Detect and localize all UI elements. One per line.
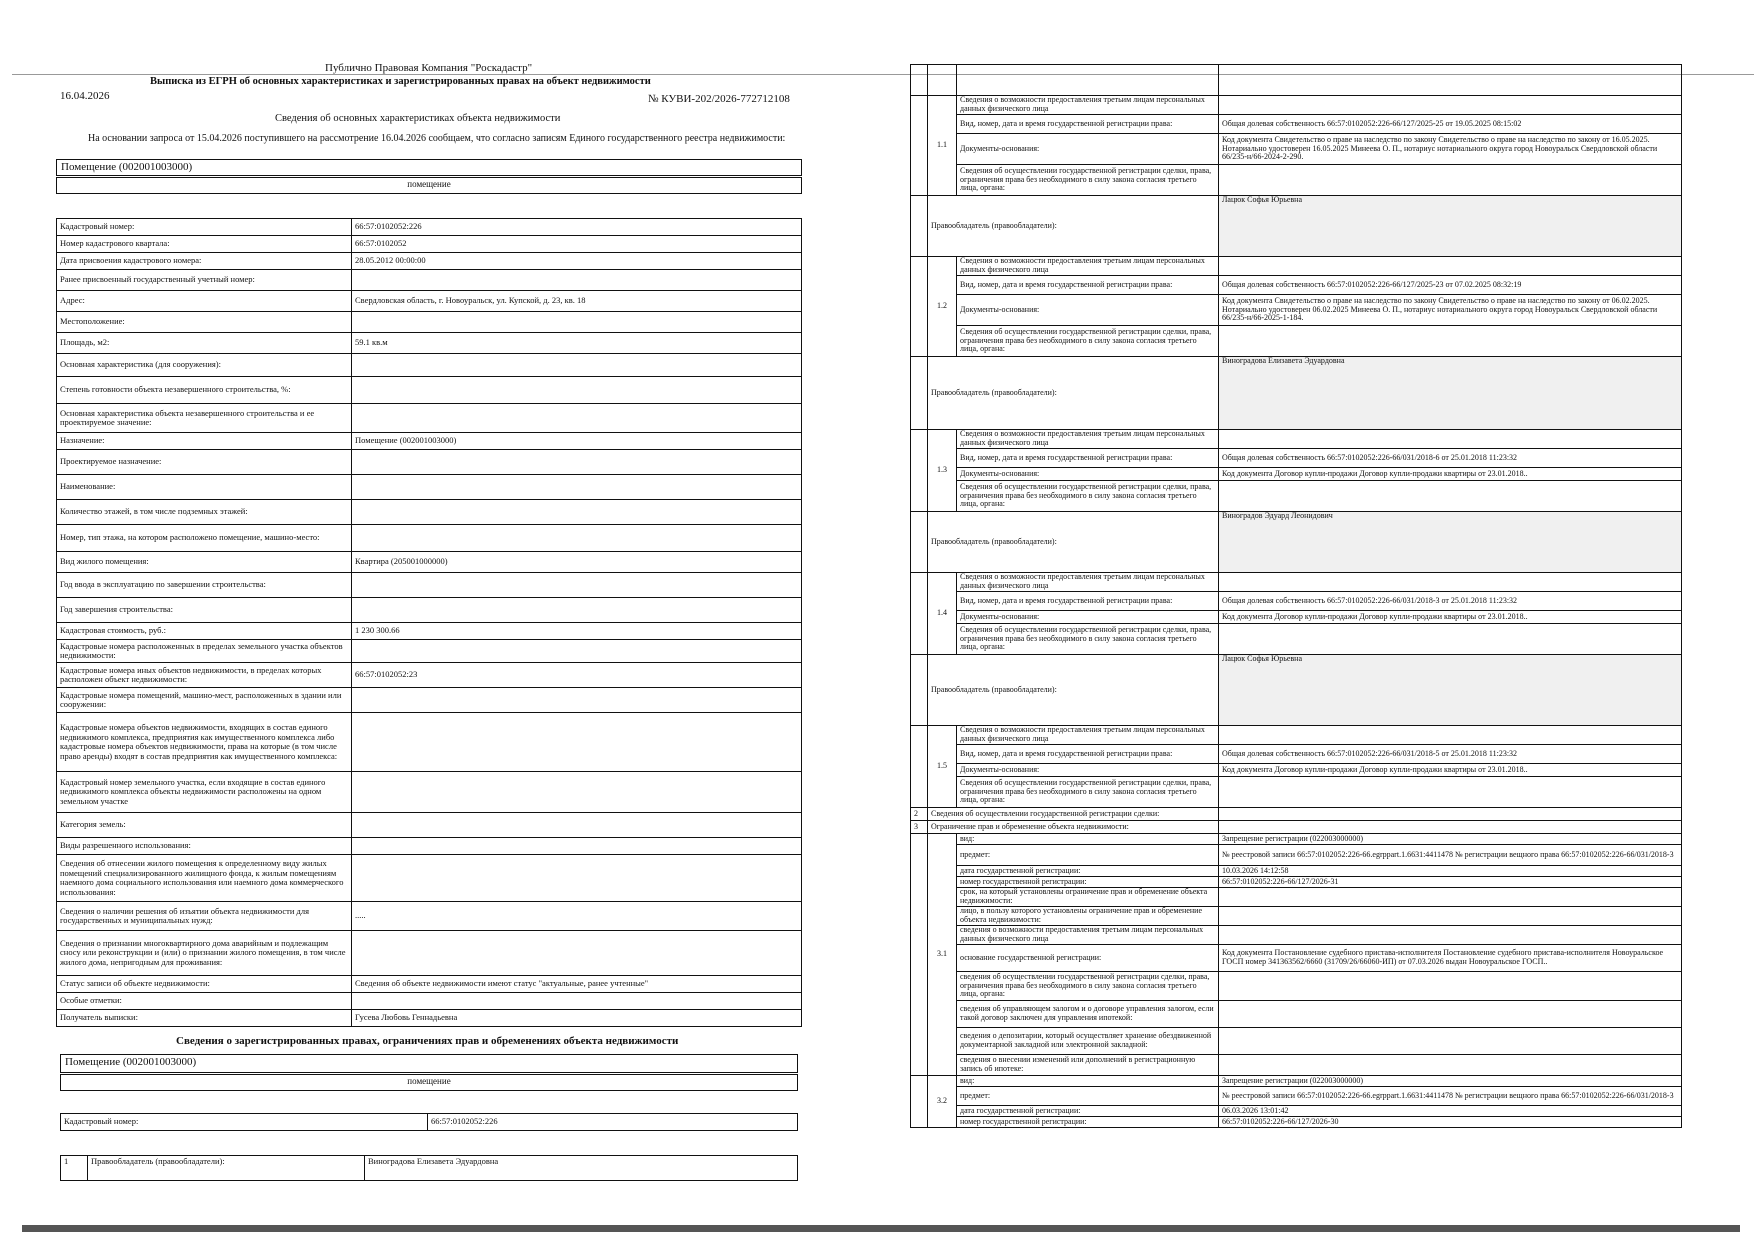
rights-row [911,1001,1682,1028]
char-value [352,772,802,813]
char-value: ..... [352,902,802,931]
block-num: 1.2 [928,257,957,357]
char-value [352,354,802,377]
rights-row [911,65,1682,96]
char-row [57,433,802,450]
owner-value: Виноградова Елизавета Эдуардовна [1219,357,1682,430]
char-value: Сведения об объекте недвижимости имеют статус "актуальные, ранее учтенные" [352,976,802,993]
char-row [57,312,802,333]
rights-row [911,115,1682,134]
enc-num: 3.2 [928,1076,957,1128]
enc-value: Запрещение регистрации (022003000000) [1219,1076,1682,1087]
doc-number: № КУВИ-202/2026-772712108 [648,93,790,105]
enc-label: сведения об управляющем залогом и о договоре управления залогом, если такой договор заключен для управления ипотекой: [957,1001,1219,1028]
enc-label: основание государственной регистрации: [957,945,1219,972]
rights-row [911,821,1682,834]
enc-label: сведения о возможности предоставления третьим лицам персональных данных физического лица [957,926,1219,945]
spacer-value [1219,65,1682,96]
char-label: Сведения об отнесении жилого помещения к определенному виду жилых помещений специализированного жилищного фонда, к жилым помещениям наемного дома социального использования или наемного дома коммерческого использования: [57,855,352,902]
enc-value [1219,972,1682,1001]
deal-label: Сведения об осуществлении государственной регистрации сделки, права, ограничения права без необходимого в силу закона согласия третьего лица, органа: [957,777,1219,808]
rights-row [911,866,1682,877]
char-label: Адрес: [57,291,352,312]
rights-row [911,1028,1682,1055]
rights-cad-table [60,1113,798,1131]
char-value [352,855,802,902]
rights-row [911,1117,1682,1128]
rights-row [911,1055,1682,1076]
deal-label: Сведения об осуществлении государственной регистрации сделки, права, ограничения права без необходимого в силу закона согласия третьего лица, органа: [957,624,1219,655]
owner-value: Виноградова Елизавета Эдуардовна [365,1156,798,1181]
rights-row [911,926,1682,945]
rights-row [911,808,1682,821]
docs-label: Документы-основания: [957,611,1219,624]
section-title: Сведения об основных характеристиках объекта недвижимости [275,113,561,124]
col-blank [911,196,928,257]
rights-row [911,945,1682,972]
char-value: 66:57:0102052 [352,236,802,253]
char-row [57,573,802,598]
char-value: Квартира (205001000000) [352,552,802,573]
rights-row [911,512,1682,573]
owner-num: 1 [61,1156,88,1181]
org-name: Публично Правовая Компания "Роскадастр" [325,62,533,74]
rights-cad-label: Кадастровый номер: [61,1114,428,1131]
char-label: Кадастровый номер земельного участка, если входящие в состав единого недвижимого комплекса объекты недвижимости расположены на одном земельном участке [57,772,352,813]
consent-value [1219,726,1682,745]
char-label: Номер, тип этажа, на котором расположено помещение, машино-место: [57,525,352,552]
owner-label: Правообладатель (правообладатели): [928,655,1219,726]
consent-label: Сведения о возможности предоставления третьим лицам персональных данных физического лица [957,430,1219,449]
char-value: Гусева Любовь Геннадьевна [352,1010,802,1027]
rights-row [911,134,1682,165]
char-value: Свердловская область, г. Новоуральск, ул. Купской, д. 23, кв. 18 [352,291,802,312]
consent-value [1219,257,1682,276]
deal-value [1219,165,1682,196]
char-label: Назначение: [57,433,352,450]
char-row [57,976,802,993]
char-label: Дата присвоения кадастрового номера: [57,253,352,270]
char-value: Помещение (002001003000) [352,433,802,450]
kind-label: Вид, номер, дата и время государственной регистрации права: [957,745,1219,764]
char-row [57,713,802,772]
docs-value: Код документа Договор купли-продажи Договор купли-продажи квартиры от 23.01.2018.. [1219,611,1682,624]
char-value: 28.05.2012 00:00:00 [352,253,802,270]
enc-label: вид: [957,1076,1219,1087]
enc-label: сведения об осуществлении государственной регистрации сделки, права, ограничения права без необходимого в силу закона согласия третьего лица, органа: [957,972,1219,1001]
deal-value [1219,777,1682,808]
char-label: Номер кадастрового квартала: [57,236,352,253]
rights-row [911,468,1682,481]
block-num: 1.5 [928,726,957,808]
rights-row [911,449,1682,468]
rights-row [911,196,1682,257]
docs-value: Код документа Свидетельство о праве на наследство по закону Свидетельство о праве на наследство по закону от 06.02.2025. Нотариально удостоверен 06.02.2025 Минеева О. П., нотариус нотариального округа город Новоуральск Свердловской области 66/235-н/66-2025-1-184. [1219,295,1682,326]
rights-row [911,295,1682,326]
sec2-label: Сведения об осуществлении государственной регистрации сделки: [928,808,1219,821]
enc-label: сведения о внесении изменений или дополнений в регистрационную запись об ипотеке: [957,1055,1219,1076]
enc-num: 3.1 [928,834,957,1076]
sec3-label: Ограничение прав и обременение объекта недвижимости: [928,821,1219,834]
enc-label: дата государственной регистрации: [957,1106,1219,1117]
deal-label: Сведения об осуществлении государственной регистрации сделки, права, ограничения права без необходимого в силу закона согласия третьего лица, органа: [957,481,1219,512]
char-row [57,663,802,688]
char-value [352,598,802,623]
rights-row [911,611,1682,624]
sec3-value [1219,821,1682,834]
deal-label: Сведения об осуществлении государственной регистрации сделки, права, ограничения права без необходимого в силу закона согласия третьего лица, органа: [957,165,1219,196]
enc-label: срок, на который установлены ограничение прав и обременение объекта недвижимости: [957,888,1219,907]
owner-label: Правообладатель (правообладатели): [928,357,1219,430]
col-blank [911,96,928,196]
enc-value [1219,907,1682,926]
char-value [352,931,802,976]
col-blank [911,726,928,808]
char-value: 66:57:0102052:23 [352,663,802,688]
sec2-value [1219,808,1682,821]
char-label: Количество этажей, в том числе подземных этажей: [57,500,352,525]
char-row [57,253,802,270]
char-label: Основная характеристика объекта незавершенного строительства и ее проектируемое значение: [57,404,352,433]
rights-row [911,972,1682,1001]
block-num: 1.3 [928,430,957,512]
enc-value [1219,888,1682,907]
object-type: помещение [56,177,802,194]
char-row [57,598,802,623]
char-label: Проектируемое назначение: [57,450,352,475]
rights-cad-value: 66:57:0102052:226 [428,1114,798,1131]
kind-label: Вид, номер, дата и время государственной регистрации права: [957,449,1219,468]
deal-label: Сведения об осуществлении государственной регистрации сделки, права, ограничения права без необходимого в силу закона согласия третьего лица, органа: [957,326,1219,357]
object-name: Помещение (002001003000) [56,159,802,176]
rights-row [911,907,1682,926]
docs-value: Код документа Договор купли-продажи Договор купли-продажи квартиры от 23.01.2018.. [1219,468,1682,481]
consent-label: Сведения о возможности предоставления третьим лицам персональных данных физического лица [957,573,1219,592]
char-value [352,270,802,291]
char-value [352,640,802,663]
char-label: Степень готовности объекта незавершенного строительства, %: [57,377,352,404]
rights-row [911,877,1682,888]
char-row [57,475,802,500]
rights-row [911,655,1682,726]
spacer-label [957,65,1219,96]
kind-label: Вид, номер, дата и время государственной регистрации права: [957,592,1219,611]
char-row [57,552,802,573]
char-row [57,500,802,525]
char-row [57,525,802,552]
kind-value: Общая долевая собственность 66:57:0102052:226-66/031/2018-5 от 25.01.2018 11:23:32 [1219,745,1682,764]
enc-label: дата государственной регистрации: [957,866,1219,877]
docs-value: Код документа Договор купли-продажи Договор купли-продажи квартиры от 23.01.2018.. [1219,764,1682,777]
col-blank [911,512,928,573]
char-row [57,270,802,291]
char-value [352,993,802,1010]
enc-label: номер государственной регистрации: [957,1117,1219,1128]
owner-value: Виноградов Эдуард Леонидович [1219,512,1682,573]
char-row [57,236,802,253]
doc-date: 16.04.2026 [60,90,110,102]
rights-row [911,624,1682,655]
spacer-num2 [928,65,957,96]
char-label: Год ввода в эксплуатацию по завершении строительства: [57,573,352,598]
docs-label: Документы-основания: [957,295,1219,326]
rights-row [911,592,1682,611]
char-row [57,404,802,433]
char-row [57,450,802,475]
spacer-num [911,65,928,96]
consent-label: Сведения о возможности предоставления третьим лицам персональных данных физического лица [957,257,1219,276]
rights-row [911,276,1682,295]
consent-label: Сведения о возможности предоставления третьим лицам персональных данных физического лица [957,96,1219,115]
rights-row [911,888,1682,907]
kind-value: Общая долевая собственность 66:57:0102052:226-66/031/2018-3 от 25.01.2018 11:23:32 [1219,592,1682,611]
char-label: Основная характеристика (для сооружения): [57,354,352,377]
docs-value: Код документа Свидетельство о праве на наследство по закону Свидетельство о праве на наследство по закону от 16.05.2025. Нотариально удостоверен 16.05.2025 Минеева О. П., нотариус нотариального округа город Новоуральск Свердловской области 66/235-н/66-2024-2-290. [1219,134,1682,165]
char-value: 66:57:0102052:226 [352,219,802,236]
rights-row [911,1087,1682,1106]
rights-row [911,745,1682,764]
enc-label: предмет: [957,1087,1219,1106]
char-label: Категория земель: [57,813,352,838]
enc-value: № реестровой записи 66:57:0102052:226-66.egrppart.1.6631:4411478 № регистрации вещного права 66:57:0102052:226-66/031/2018-3 [1219,1087,1682,1106]
char-label: Наименование: [57,475,352,500]
char-row [57,640,802,663]
owner-value: Лацюк Софья Юрьевна [1219,655,1682,726]
char-label: Виды разрешенного использования: [57,838,352,855]
consent-value [1219,96,1682,115]
rights-object-type: помещение [60,1074,798,1091]
rights-row [911,165,1682,196]
col-blank [911,430,928,512]
intro-text: На основании запроса от 15.04.2026 поступившего на рассмотрение 16.04.2026 сообщаем, что согласно записям Единого государственного реестра недвижимости: [88,133,786,144]
char-row [57,354,802,377]
char-row [57,333,802,354]
char-label: Кадастровые номера помещений, машино-мест, расположенных в здании или сооружении: [57,688,352,713]
col-blank [911,655,928,726]
char-label: Сведения о наличии решения об изъятии объекта недвижимости для государственных и муниципальных нужд: [57,902,352,931]
char-row [57,813,802,838]
rights-row [911,357,1682,430]
char-label: Местоположение: [57,312,352,333]
docs-label: Документы-основания: [957,764,1219,777]
char-value [352,450,802,475]
enc-value: 10.03.2026 14:12:58 [1219,866,1682,877]
enc-label: сведения о депозитарии, который осуществляет хранение обездвиженной документарной закладной или электронной закладной: [957,1028,1219,1055]
rights-row [911,481,1682,512]
deal-value [1219,326,1682,357]
rights-row [911,573,1682,592]
block-num: 1.1 [928,96,957,196]
enc-value [1219,1055,1682,1076]
rights-row [911,834,1682,845]
owner-label: Правообладатель (правообладатели): [88,1156,365,1181]
doc-title: Выписка из ЕГРН об основных характеристиках и зарегистрированных правах на объект недвижимости [150,76,651,87]
rights-row [911,726,1682,745]
char-label: Сведения о признании многоквартирного дома аварийным и подлежащим сносу или реконструкции и (или) о признании жилого помещения, в том числе жилого дома, непригодным для проживания: [57,931,352,976]
enc-value [1219,1028,1682,1055]
kind-value: Общая долевая собственность 66:57:0102052:226-66/031/2018-6 от 25.01.2018 11:23:32 [1219,449,1682,468]
char-label: Кадастровая стоимость, руб.: [57,623,352,640]
enc-value [1219,1001,1682,1028]
char-label: Статус записи об объекте недвижимости: [57,976,352,993]
rights-row [911,845,1682,866]
char-row [57,377,802,404]
char-value: 1 230 300.66 [352,623,802,640]
char-row [57,993,802,1010]
enc-value: 66:57:0102052:226-66/127/2026-30 [1219,1117,1682,1128]
rights-title: Сведения о зарегистрированных правах, ограничениях прав и обременениях объекта недвижимости [176,1035,679,1047]
char-row [57,623,802,640]
char-label: Особые отметки: [57,993,352,1010]
char-value [352,838,802,855]
char-label: Получатель выписки: [57,1010,352,1027]
col-blank [911,257,928,357]
block-num: 1.4 [928,573,957,655]
col-blank [911,573,928,655]
characteristics-table [56,218,802,1027]
enc-label: лицо, в пользу которого установлены ограничение прав и обременение объекта недвижимости: [957,907,1219,926]
char-value [352,377,802,404]
enc-value: № реестровой записи 66:57:0102052:226-66.egrppart.1.6631:4411478 № регистрации вещного права 66:57:0102052:226-66/031/2018-3 [1219,845,1682,866]
enc-value: Код документа Постановление судебного пристава-исполнителя Постановление судебного пристава-исполнителя Новоуральское ГОСП номер 341363562/6660 (31709/26/66060-ИП) от 07.03.2026 выдан Новоуральское ГОСП.. [1219,945,1682,972]
enc-label: предмет: [957,845,1219,866]
rights-table [910,64,1682,1128]
rights-row [911,257,1682,276]
char-value [352,525,802,552]
col-blank [911,834,928,1076]
char-label: Кадастровые номера расположенных в пределах земельного участка объектов недвижимости: [57,640,352,663]
sec2-num: 2 [911,808,928,821]
char-label: Ранее присвоенный государственный учетный номер: [57,270,352,291]
kind-value: Общая долевая собственность 66:57:0102052:226-66/127/2025-23 от 07.02.2025 08:32:19 [1219,276,1682,295]
char-row [57,838,802,855]
char-label: Кадастровый номер: [57,219,352,236]
char-row [57,902,802,931]
enc-value: Запрещение регистрации (022003000000) [1219,834,1682,845]
char-label: Год завершения строительства: [57,598,352,623]
kind-value: Общая долевая собственность 66:57:0102052:226-66/127/2025-25 от 19.05.2025 08:15:02 [1219,115,1682,134]
consent-label: Сведения о возможности предоставления третьим лицам персональных данных физического лица [957,726,1219,745]
char-value: 59.1 кв.м [352,333,802,354]
kind-label: Вид, номер, дата и время государственной регистрации права: [957,115,1219,134]
owner-table [60,1155,798,1181]
char-row [57,291,802,312]
enc-label: вид: [957,834,1219,845]
enc-value: 06.03.2026 13:01:42 [1219,1106,1682,1117]
right-page [900,0,1754,1240]
deal-value [1219,481,1682,512]
rights-row [911,777,1682,808]
char-row [57,219,802,236]
rights-row [911,764,1682,777]
char-value [352,404,802,433]
char-label: Кадастровые номера объектов недвижимости, входящих в состав единого недвижимого комплекса, предприятия как имущественного комплекса либо кадастровые номера объектов недвижимости, права на которые (в том числе право аренды) входят в состав предприятия как имущественного комплекса: [57,713,352,772]
char-value [352,312,802,333]
owner-value: Лацюк Софья Юрьевна [1219,196,1682,257]
sec3-num: 3 [911,821,928,834]
char-row [57,772,802,813]
char-value [352,475,802,500]
char-row [57,1010,802,1027]
char-row [57,688,802,713]
char-value [352,713,802,772]
char-value [352,500,802,525]
enc-value [1219,926,1682,945]
char-value [352,813,802,838]
enc-label: номер государственной регистрации: [957,877,1219,888]
rights-row [911,1106,1682,1117]
left-page [0,0,870,1240]
kind-label: Вид, номер, дата и время государственной регистрации права: [957,276,1219,295]
rights-row [911,96,1682,115]
char-label: Кадастровые номера иных объектов недвижимости, в пределах которых расположен объект недвижимости: [57,663,352,688]
owner-label: Правообладатель (правообладатели): [928,512,1219,573]
rights-row [911,430,1682,449]
consent-value [1219,430,1682,449]
consent-value [1219,573,1682,592]
col-blank [911,1076,928,1128]
char-label: Площадь, м2: [57,333,352,354]
rights-row [911,1076,1682,1087]
enc-value: 66:57:0102052:226-66/127/2026-31 [1219,877,1682,888]
char-label: Вид жилого помещения: [57,552,352,573]
char-row [57,931,802,976]
owner-label: Правообладатель (правообладатели): [928,196,1219,257]
docs-label: Документы-основания: [957,468,1219,481]
col-blank [911,357,928,430]
rights-object-name: Помещение (002001003000) [60,1054,798,1073]
char-value [352,573,802,598]
docs-label: Документы-основания: [957,134,1219,165]
rights-row [911,326,1682,357]
deal-value [1219,624,1682,655]
char-value [352,688,802,713]
scan-edge [22,1225,1740,1232]
char-row [57,855,802,902]
